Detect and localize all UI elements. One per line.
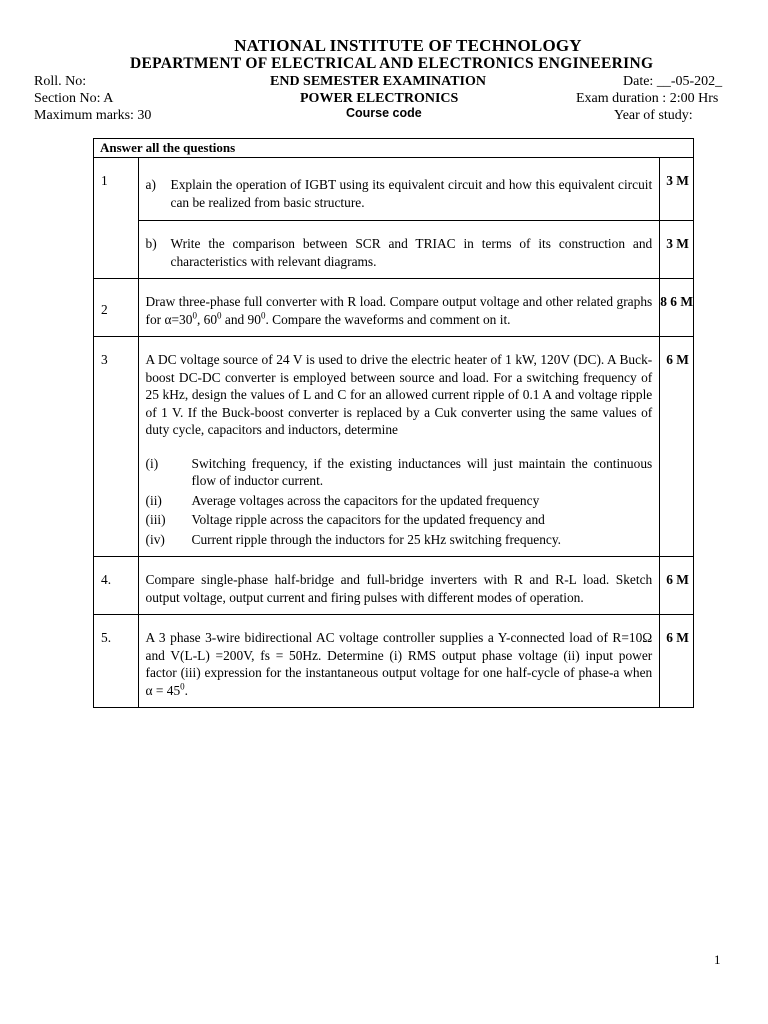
roll-no-label: Roll. No: (34, 74, 87, 89)
question-row (94, 158, 694, 221)
degree-superscript: 0 (217, 310, 222, 321)
part-text: Explain the operation of IGBT using its equivalent circuit and how this equivalent circuit can be realized from basic structure. (170, 177, 653, 210)
question-number: 4. (94, 557, 139, 615)
question-number: 5. (94, 615, 139, 708)
instructions-row (94, 139, 694, 158)
exam-title: END SEMESTER EXAMINATION (270, 74, 486, 89)
department-name: DEPARTMENT OF ELECTRICAL AND ELECTRONICS ENGINEERING (130, 55, 654, 72)
question-row (94, 337, 694, 557)
item-text: Switching frequency, if the existing inductances will just maintain the continuous flow of inductor current. (191, 455, 653, 488)
exam-date: Date: __-05-202_ (623, 74, 723, 89)
item-text: Current ripple through the inductors for 25 kHz switching frequency. (191, 531, 562, 547)
question-text-part: and 90 (221, 311, 261, 327)
stray-mark: 8 (660, 294, 667, 309)
exam-duration: Exam duration : 2:00 Hrs (576, 91, 719, 106)
max-marks: Maximum marks: 30 (34, 108, 152, 123)
item-text: Average voltages across the capacitors for the updated frequency (191, 492, 540, 508)
marks: 3 M (660, 221, 694, 279)
subject-title: POWER ELECTRONICS (300, 91, 459, 106)
question-row (94, 221, 694, 279)
institute-name: NATIONAL INSTITUTE OF TECHNOLOGY (234, 36, 582, 55)
item-label: (ii) (145, 492, 162, 508)
question-body: A DC voltage source of 24 V is used to drive the electric heater of 1 kW, 120V (DC). A Buck-boost DC-DC converter is employed between source and load. For a switching frequency of 25 kHz, design the values of L and C for an allowed current ripple of 0.1 A and voltage ripple of 1 V. If the Buck-boost converter is replaced by a Cuk converter using the same values of duty cycle, capacitors and inductors, determine (145, 352, 653, 437)
part-label: a) (145, 177, 156, 192)
marks: 6 M (660, 615, 694, 708)
question-text-part: . Compare the waveforms and comment on it. (265, 311, 511, 327)
marks: 6 M (660, 557, 694, 615)
question-number: 1 (94, 158, 139, 279)
question-text (138, 279, 660, 337)
question-text (138, 337, 660, 557)
question-text (138, 221, 660, 279)
year-of-study: Year of study: (614, 108, 693, 123)
degree-superscript: 0 (180, 681, 185, 692)
degree-superscript: 0 (260, 310, 266, 321)
question-row (94, 279, 694, 337)
page-number: 1 (714, 952, 721, 967)
marks: 6 M (670, 294, 693, 309)
question-text-part: A 3 phase 3-wire bidirectional AC voltage controller supplies a Y-connected load of R=10Ω and V(L-L) =200V, fs = 50Hz. Determine (i) RMS output phase voltage (ii) input power factor (iii) expression for the instantaneous output voltage for one half-cycle of phase-a when α = 45 (145, 630, 653, 698)
question-number: 3 (94, 337, 139, 557)
question-row (94, 615, 694, 708)
question-text-part: Draw three-phase full converter with R load. Compare output voltage and other related graphs for α=30 (145, 294, 653, 327)
section-label: Section No: A (34, 91, 114, 106)
marks-cell (660, 279, 694, 337)
item-label: (iii) (145, 512, 166, 527)
marks: 6 M (660, 337, 694, 557)
part-text: Write the comparison between SCR and TRIAC in terms of its construction and characteristics with relevant diagrams. (170, 236, 653, 269)
item-text: Voltage ripple across the capacitors for the updated frequency and (191, 512, 545, 527)
item-label: (i) (145, 455, 159, 471)
question-row (94, 557, 694, 615)
question-text-part: . (184, 682, 189, 698)
instructions: Answer all the questions (94, 139, 694, 158)
marks: 3 M (660, 158, 694, 221)
degree-superscript: 0 (192, 310, 197, 321)
question-number: 2 (94, 279, 139, 337)
question-text (138, 158, 660, 221)
item-label: (iv) (145, 531, 165, 547)
question-text: Compare single-phase half-bridge and full-bridge inverters with R and R-L load. Sketch output voltage, output current and firing pulses with different modes of operation. (138, 557, 660, 615)
question-text (138, 615, 660, 708)
course-code: Course code (346, 106, 422, 120)
question-table (93, 138, 694, 708)
part-label: b) (145, 236, 157, 251)
question-text-part: , 60 (196, 311, 218, 327)
